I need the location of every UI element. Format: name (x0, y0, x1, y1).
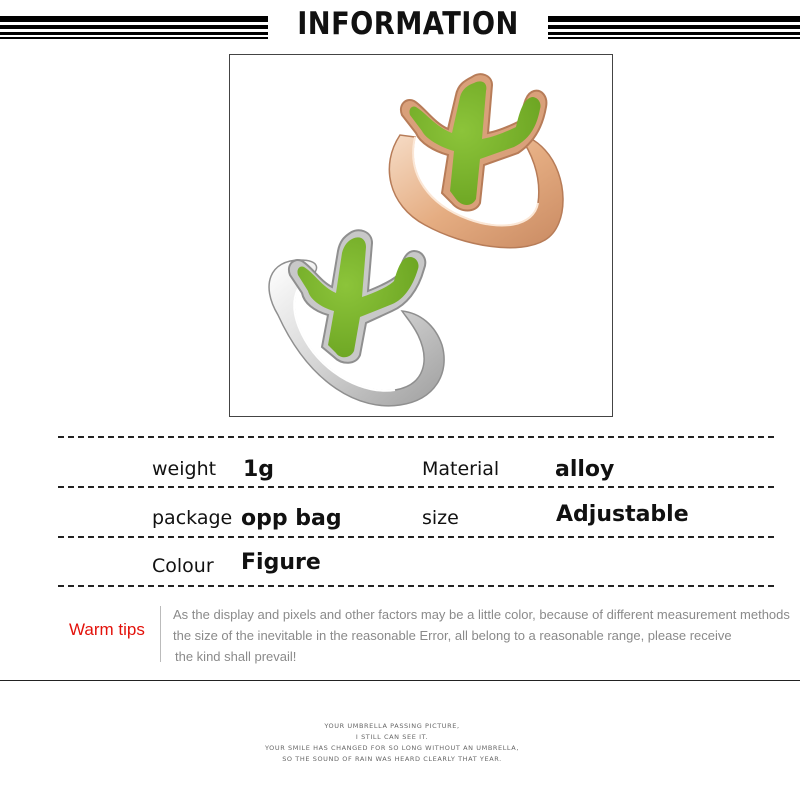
rose-gold-ring (389, 74, 563, 248)
warm-tips-line: the size of the inevitable in the reasonable Error, all belong to a reasonable range, please receive (173, 628, 732, 643)
spec-label-weight: weight (152, 458, 217, 480)
warm-tips-line: the kind shall prevail! (175, 649, 297, 664)
silver-ring (269, 230, 444, 406)
warm-tips-line: As the display and pixels and other factors may be a little color, because of different measurement methods (173, 607, 790, 622)
spec-value-size: Adjustable (556, 502, 689, 527)
spec-label-size: size (422, 507, 459, 529)
spec-value-package: opp bag (241, 506, 342, 531)
footer-poem-line: SO THE SOUND OF RAIN WAS HEARD CLEARLY THAT YEAR. (282, 755, 502, 763)
spec-value-material: alloy (555, 457, 615, 482)
cactus-rings-illustration (230, 55, 612, 416)
spec-label-material: Material (422, 458, 500, 480)
page-title: INFORMATION (297, 6, 519, 42)
section-divider (0, 680, 800, 681)
footer-poem-line: YOUR SMILE HAS CHANGED FOR SO LONG WITHOUT AN UMBRELLA, (264, 744, 520, 752)
warm-tips-label: Warm tips (69, 620, 145, 639)
footer-poem-line: I STILL CAN SEE IT. (355, 733, 429, 741)
header-bars-left (0, 16, 268, 40)
divider (58, 536, 774, 538)
spec-value-weight: 1g (243, 457, 275, 482)
spec-value-colour: Figure (241, 550, 321, 575)
header-bars-right (548, 16, 800, 40)
footer-poem-line: YOUR UMBRELLA PASSING PICTURE, (324, 722, 460, 730)
product-image (229, 54, 613, 417)
spec-label-package: package (152, 507, 233, 529)
divider (58, 486, 774, 488)
warm-tips-separator (160, 606, 161, 662)
divider (58, 585, 774, 587)
spec-label-colour: Colour (152, 555, 214, 577)
divider (58, 436, 774, 438)
